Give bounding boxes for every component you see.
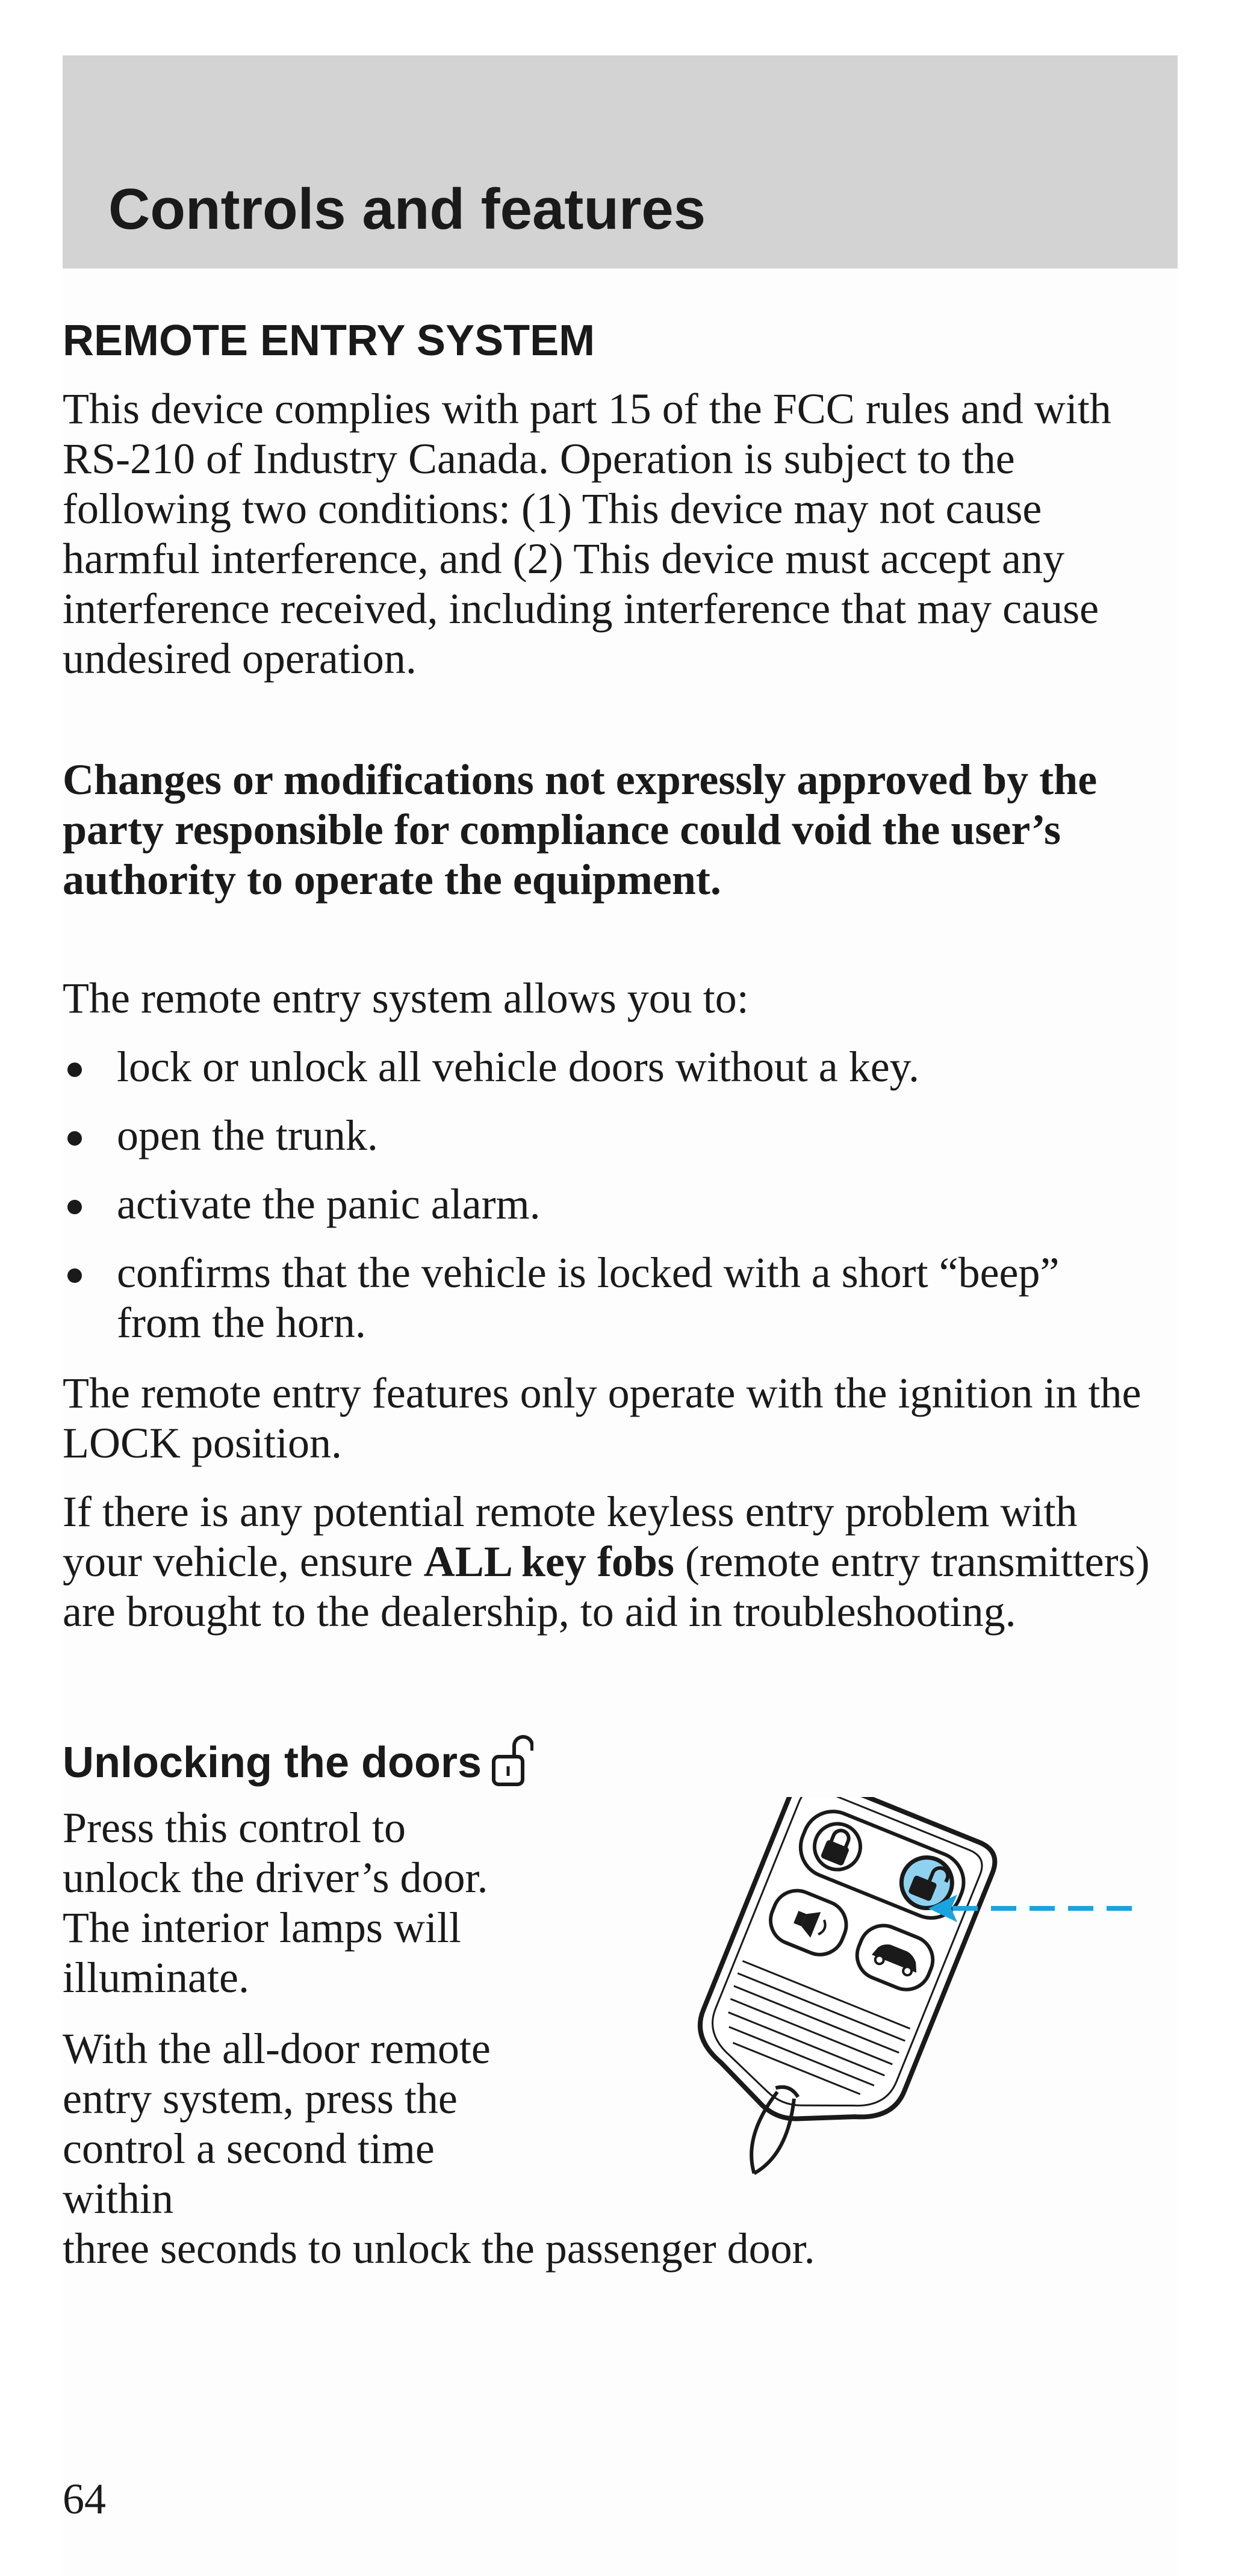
- unlocking-heading: [63, 1733, 533, 1788]
- bullet-dot: [67, 1131, 82, 1146]
- ignition-note: The remote entry features only operate with the ignition in the LOCK position.: [63, 1369, 1141, 1467]
- key-fob-body: [654, 1797, 1001, 2194]
- keyfob-note-end: (remote entry transmitters) are brought to the dealership, to aid in troubleshooting.: [63, 1538, 1150, 1636]
- bullet-dot: [67, 1200, 82, 1214]
- unlock-icon: [490, 1733, 533, 1788]
- bullet-dot: [67, 1268, 82, 1283]
- unlocking-heading-text: Unlocking the doors: [63, 1739, 482, 1787]
- feature-text: lock or unlock all vehicle doors without a key.: [117, 1043, 919, 1091]
- features-intro: The remote entry system allows you to:: [63, 974, 749, 1022]
- fcc-notice-paragraph: This device complies with part 15 of the FCC rules and with RS-210 of Industry Canada. Operation is subject to the following two conditions: (1) This device may not cause harmful interference, and (2) This device must accept any interference received, including interference that may cause undesired operation.: [63, 385, 1111, 683]
- remote-entry-heading: REMOTE ENTRY SYSTEM: [63, 317, 595, 365]
- all-door-instructions: With the all-door remote entry system, press the control a second time within: [63, 2025, 491, 2223]
- feature-item: [63, 1111, 1152, 1161]
- feature-text: activate the panic alarm.: [117, 1180, 541, 1228]
- feature-item: [63, 1042, 1152, 1092]
- bullet-dot: [67, 1063, 82, 1077]
- feature-text: confirms that the vehicle is locked with a short “beep” from the horn.: [117, 1249, 1060, 1347]
- unlock-instructions: Press this control to unlock the driver’s door. The interior lamps will illuminate.: [63, 1804, 488, 2002]
- section-title: Controls and features: [108, 177, 706, 241]
- feature-text: open the trunk.: [117, 1111, 378, 1159]
- page-number: 64: [63, 2475, 106, 2523]
- feature-item: [63, 1179, 1152, 1229]
- feature-list: [63, 1042, 1152, 1367]
- all-door-instructions-continued: three seconds to unlock the passenger door.: [63, 2224, 815, 2273]
- keyfob-note: [63, 1487, 1152, 1637]
- keyfob-note-emphasis: ALL key fobs: [423, 1538, 674, 1586]
- feature-item: [63, 1248, 1152, 1348]
- key-fob-illustration: [650, 1797, 1144, 2194]
- keyfob-note-start: If there is any potential remote keyless entry problem with your vehicle, ensure: [63, 1488, 1078, 1586]
- modification-warning: Changes or modifications not expressly approved by the party responsible for compliance could void the user’s authority to operate the equipment.: [63, 756, 1098, 904]
